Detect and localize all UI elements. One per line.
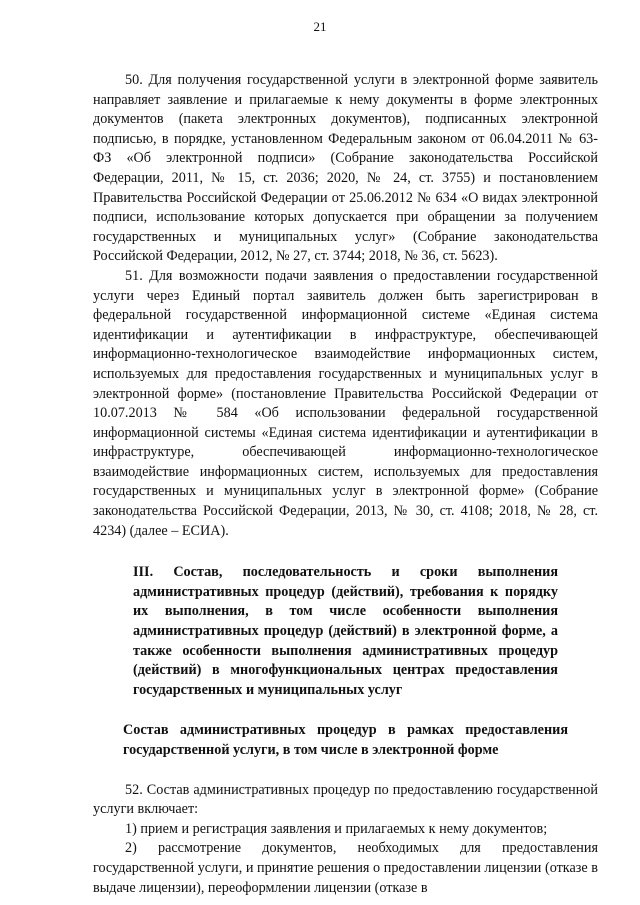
section-heading: III. Состав, последовательность и сроки выполнения административных процедур (действий), требования к порядку их выполнения, в том числе особенности выполнения административных процедур (действий) в электронной форме, а также особенности выполнения административных процедур (действий) в многофункциональных центрах предоставления государственных и муниципальных услуг bbox=[133, 564, 558, 698]
document-body bbox=[93, 71, 598, 898]
list-item-1: 1) прием и регистрация заявления и прилагаемых к нему документов; bbox=[125, 820, 548, 837]
page-number: 21 bbox=[313, 19, 327, 34]
subsection-heading: Состав административных процедур в рамках предоставления государственной услуги, в том числе в электронной форме bbox=[123, 722, 568, 758]
paragraph-51: 51. Для возможности подачи заявления о предоставлении государственной услуги через Единый портал заявитель должен быть зарегистрирован в федеральной государственной информационной системе «Единая система идентификации и аутентификации в инфраструктуре, обеспечивающей информационно-технологическое взаимодействие информационных систем, используемых для предоставления государственных и муниципальных услуг в электронной форме» (постановление Правительства Российской Федерации от 10.07.2013 № 584 «Об использовании федеральной государственной информационной системы «Единая система идентификации и аутентификации в инфраструктуре, обеспечивающей информационно-технологическое взаимодействие информационных систем, используемых для предоставления государственных и муниципальных услуг в электронной форме» (Собрание законодательства Российской Федерации, 2013, № 30, ст. 4108; 2018, № 28, ст. 4234) (далее – ЕСИА). bbox=[93, 267, 598, 539]
list-item-2: 2) рассмотрение документов, необходимых для предоставления государственной услуги, и принятие решения о предоставлении лицензии (отказе в выдаче лицензии), переоформлении лицензии (отказе в bbox=[93, 840, 598, 896]
paragraph-50: 50. Для получения государственной услуги в электронной форме заявитель направляет заявление и прилагаемые к нему документы в форме электронных документов (пакета электронных документов), подписанных электронной подписью, в порядке, установленном Федеральным законом от 06.04.2011 № 63-ФЗ «Об электронной подписи» (Собрание законодательства Российской Федерации, 2011, № 15, ст. 2036; 2020, № 24, ст. 3755) и постановлением Правительства Российской Федерации от 25.06.2012 № 634 «О видах электронной подписи, использование которых допускается при обращении за получением государственных и муниципальных услуг» (Собрание законодательства Российской Федерации, 2012, № 27, ст. 3744; 2018, № 36, ст. 5623). bbox=[93, 72, 598, 265]
paragraph-52: 52. Состав административных процедур по предоставлению государственной услуги включает: bbox=[93, 781, 598, 818]
